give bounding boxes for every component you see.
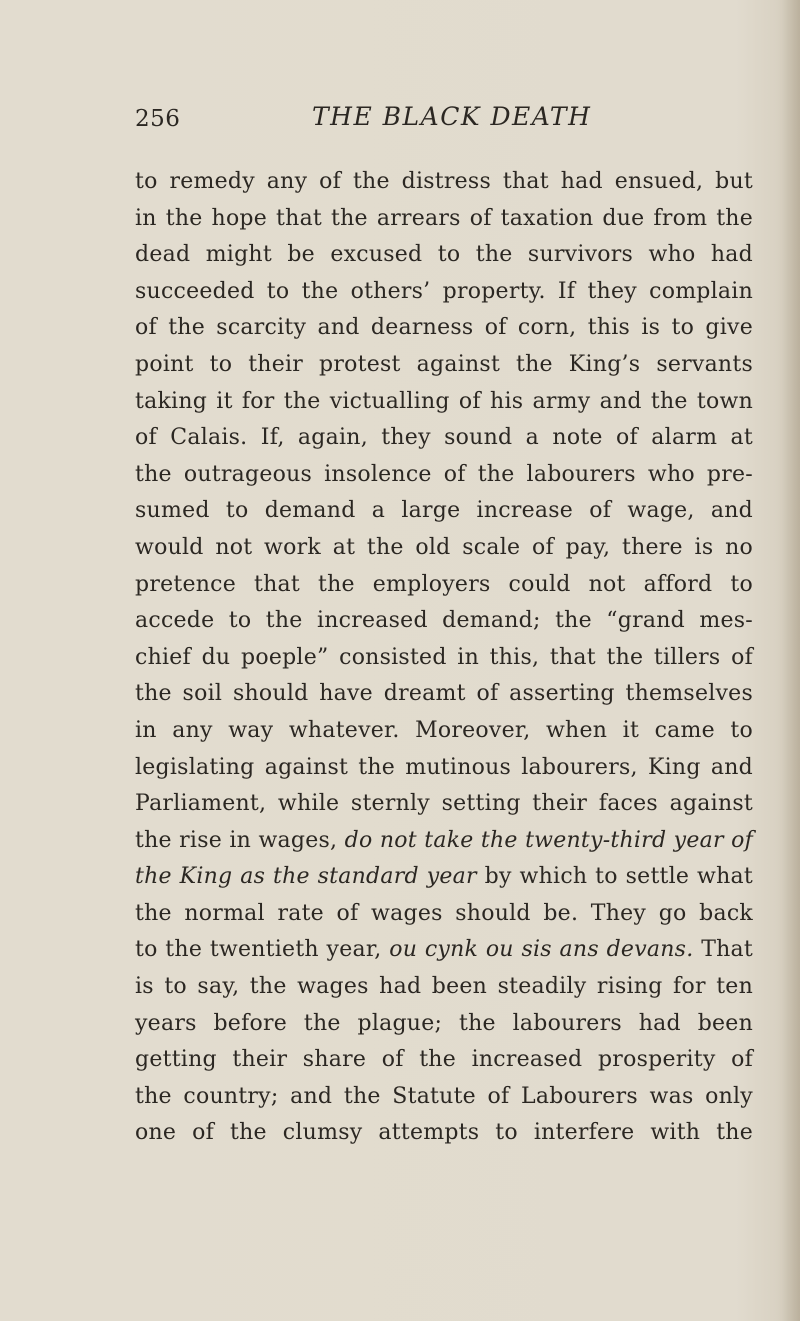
- text-line: point to their protest against the King’s servants: [135, 351, 753, 377]
- text-line-mixed: [135, 859, 753, 896]
- italic-phrase: the King as the standard year: [135, 864, 477, 890]
- text-line: pretence that the employers could not afford to: [135, 571, 753, 597]
- text-line: the country; and the Statute of Labourers was only: [135, 1083, 753, 1109]
- text-line: legislating against the mutinous labourers, King and: [135, 754, 753, 780]
- page-number: 256: [135, 106, 181, 132]
- text-line: sumed to demand a large increase of wage, and: [135, 498, 753, 524]
- text-line: of Calais. If, again, they sound a note of alarm at: [135, 425, 753, 451]
- text-line: in any way whatever. Moreover, when it came to: [135, 717, 753, 743]
- text-line: years before the plague; the labourers had been: [135, 1010, 753, 1036]
- text-segment: That: [701, 937, 753, 963]
- text-segment: by which to settle what: [484, 864, 753, 890]
- text-line: dead might be excused to the survivors who had: [135, 242, 753, 268]
- page-header: [0, 98, 800, 138]
- text-line: would not work at the old scale of pay, there is no: [135, 534, 753, 560]
- text-line: the outrageous insolence of the labourers who pre-: [135, 461, 753, 487]
- text-line: the soil should have dreamt of asserting themselves: [135, 681, 753, 707]
- text-line: accede to the increased demand; the “grand mes-: [135, 608, 753, 634]
- text-line: the normal rate of wages should be. They go back: [135, 900, 753, 926]
- body-text: [135, 164, 753, 1152]
- text-line: succeeded to the others’ property. If they complain: [135, 278, 753, 304]
- text-line: of the scarcity and dearness of corn, this is to give: [135, 315, 753, 341]
- text-line: chief du poeple” consisted in this, that the tillers of: [135, 644, 753, 670]
- text-line: is to say, the wages had been steadily rising for ten: [135, 974, 753, 1000]
- text-line-mixed: [135, 932, 753, 969]
- page-edge-shadow: [782, 0, 800, 1321]
- text-line-mixed: [135, 823, 753, 860]
- text-segment: the rise in wages,: [135, 827, 338, 853]
- text-line: Parliament, while sternly setting their faces against: [135, 791, 753, 817]
- text-line: getting their share of the increased prosperity of: [135, 1047, 753, 1073]
- text-line: one of the clumsy attempts to interfere with the: [135, 1120, 753, 1146]
- text-line: to remedy any of the distress that had ensued, but: [135, 169, 753, 194]
- running-head: THE BLACK DEATH: [312, 102, 592, 131]
- italic-phrase: do not take the twenty-third year of: [344, 827, 753, 853]
- italic-french-phrase: ou cynk ou sis ans devans.: [389, 937, 694, 963]
- text-segment: to the twentieth year,: [135, 937, 382, 963]
- text-line: taking it for the victualling of his army and the town: [135, 388, 753, 414]
- text-line: in the hope that the arrears of taxation due from the: [135, 205, 753, 231]
